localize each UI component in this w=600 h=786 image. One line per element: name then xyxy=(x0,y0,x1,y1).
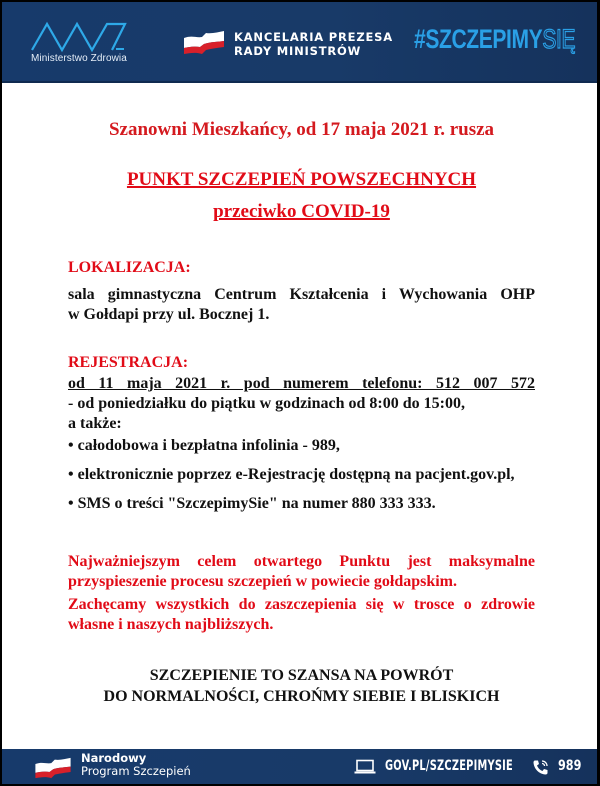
hashtag-outline: SIĘ xyxy=(542,24,576,54)
header-banner xyxy=(2,2,597,83)
registration-bullet: • elektronicznie poprzez e-Rejestrację dostępną na pacjent.gov.pl, xyxy=(68,466,515,483)
website-link[interactable]: GOV.PL/SZCZEPIMYSIE xyxy=(385,758,513,774)
registration-text xyxy=(68,374,535,434)
location-text xyxy=(68,285,535,325)
chancellery-line1: KANCELARIA PREZESA xyxy=(234,30,393,44)
chancellery-line2: RADY MINISTRÓW xyxy=(234,44,362,58)
hashtag-main: #SZCZEPIMY xyxy=(414,24,543,54)
chancellery-name xyxy=(234,30,393,58)
closing-line2: DO NORMALNOŚCI, CHROŃMY SIEBIE I BLISKICH xyxy=(103,688,500,705)
ministry-name: Ministerstwo Zdrowia xyxy=(31,53,127,64)
intro-heading: Szanowni Mieszkańcy, od 17 maja 2021 r. rusza xyxy=(108,119,495,140)
phone-icon xyxy=(532,759,549,776)
hotline-number: 989 xyxy=(558,758,582,774)
main-subtitle: przeciwko COVID-19 xyxy=(213,201,390,222)
campaign-hashtag xyxy=(414,24,575,55)
registration-also: a także: xyxy=(68,415,122,432)
location-line1: sala gimnastyczna Centrum Kształcenia i Wychowania OHP xyxy=(68,286,535,303)
registration-label: REJESTRACJA: xyxy=(68,354,189,371)
registration-bullet: • SMS o treści "SzczepimySie" na numer 880 333 333. xyxy=(68,495,436,512)
polish-flag-icon xyxy=(182,30,226,55)
closing-slogan xyxy=(68,665,535,707)
poster xyxy=(2,2,597,784)
registration-phone-line: od 11 maja 2021 r. pod numerem telefonu: 512 007 572 xyxy=(68,375,535,392)
location-line2: w Gołdapi przy ul. Bocznej 1. xyxy=(68,306,270,323)
vaccination-program-name xyxy=(81,752,191,778)
program-line1: Narodowy xyxy=(81,751,147,765)
registration-hours-line: - od poniedziałku do piątku w godzinach od 8:00 do 15:00, xyxy=(68,395,465,412)
encouragement-paragraph: Zachęcamy wszystkich do zaszczepienia się w trosce o zdrowie własne i naszych najbliższych. xyxy=(68,596,535,633)
registration-bullet: • całodobowa i bezpłatna infolinia - 989, xyxy=(68,437,340,454)
footer-banner xyxy=(2,749,597,784)
main-title: PUNKT SZCZEPIEŃ POWSZECHNYCH xyxy=(126,169,477,190)
polish-flag-icon xyxy=(33,757,73,779)
location-label: LOKALIZACJA: xyxy=(68,259,191,276)
laptop-icon xyxy=(354,759,376,775)
program-line2: Program Szczepień xyxy=(81,764,191,778)
closing-line1: SZCZEPIENIE TO SZANSA NA POWRÓT xyxy=(149,667,454,684)
goal-paragraph: Najważniejszym celem otwartego Punktu jest maksymalne przyspieszenie procesu szczepień w powiecie gołdapskim. xyxy=(68,553,535,590)
